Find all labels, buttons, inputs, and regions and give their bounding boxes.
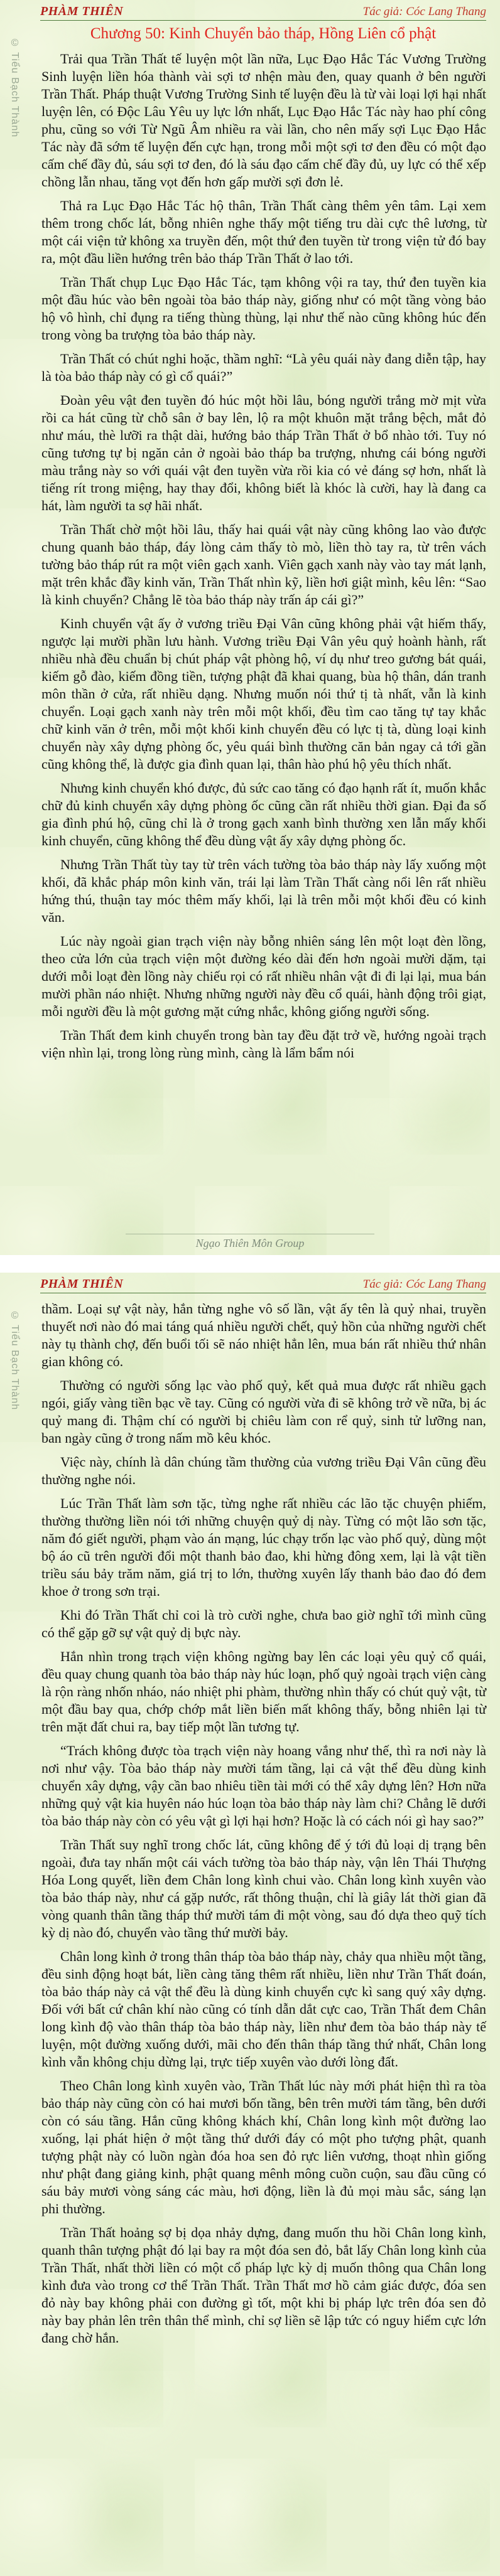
page-body-text xyxy=(41,1300,486,2353)
page-2 xyxy=(0,1273,500,2576)
copyright-watermark: © Tiểu Bạch Thành xyxy=(9,38,20,138)
page-header xyxy=(40,1275,486,1293)
paragraph: thầm. Loại sự vật này, hắn từng nghe vô số lần, vật ấy tên là quỷ nhai, truyền thuyết nơi nào đó mai táng quá nhiều người chết, quỷ hồn của những người chết này tụ thành chợ, đến buổi tối sẽ náo nhiệt hẳn lên, mua bán rất nhiều thứ nhân gian không có. xyxy=(41,1301,486,1369)
paragraph: Hắn nhìn trong trạch viện không ngừng bay lên các loại yêu quỷ cổ quái, đều quay chung quanh tòa bảo tháp này húc loạn, phố quỷ ngoài trạch viện càng là rộn ràng nhốn nháo, náo nhiệt phi phàm, thường nhìn thấy có chút quỷ vật, từ một đầu bay qua, chớp chớp mắt liền biến mất không thấy, bỗng nhiên lại từ trên mặt đất chui ra, bay tiếp một lần tương tự. xyxy=(41,1649,486,1734)
paragraph: Nhưng Trần Thất tùy tay từ trên vách tường tòa bảo tháp này lấy xuống một khối, đã khắc pháp môn kinh văn, trái lại làm Trần Thất càng nổi lên rất nhiều hứng thú, thuận tay móc thêm mấy khối, lại là trên mỗi một khối đều có kinh văn. xyxy=(41,857,486,925)
paragraph: Việc này, chính là dân chúng tầm thường của vương triều Đại Vân cũng đều thường nghe nói. xyxy=(41,1454,486,1487)
paragraph: Trần Thất có chút nghi hoặc, thầm nghĩ: “Là yêu quái này đang diễn tập, hay là tòa bảo tháp này có gì cổ quái?” xyxy=(41,351,486,384)
paragraph: Chân long kình ở trong thân tháp tòa bảo tháp này, chảy qua nhiều một tầng, đều sinh động hoạt bát, liền càng tăng thêm rất nhiều, liền như Trần Thất đoán, tòa bảo tháp này cả vật thể đều là dùng kinh chuyển cực kì sang quý xây dựng. Đối với bất cứ chân khí nào cũng có tính dẫn dắt cực cao, Trần Thất đem Chân long kình độ vào thân tháp tòa bảo tháp này, liền như đem tòa bảo tháp này tế luyện, một đường xuống dưới, mãi cho đến thân tháp tầng thứ nhất, Chân long kình vẫn không chịu dừng lại, trực tiếp xuyên vào dưới lòng đất. xyxy=(41,1948,486,2070)
page-footer: Ngạo Thiên Môn Group xyxy=(126,1234,374,1250)
paragraph: Trần Thất hoảng sợ bị dọa nhảy dựng, đang muốn thu hồi Chân long kình, quanh thân tượng phật đó lại bay ra một đóa sen đỏ, bắt lấy Chân long kình của Trần Thất, nhất thời liền có một cổ pháp lực kỳ dị muốn thông qua Chân long kình đưa vào trong cơ thể Trần Thất. Trần Thất mơ hồ cảm giác được, đóa sen đỏ này bay không phải con đường gì tốt, một khi bị pháp lực trên đóa sen đỏ này bay phản lên trên thân thể mình, chỉ sợ liền sẽ lập tức có nguy hiểm cực lớn đang chờ hắn. xyxy=(41,2225,486,2346)
paragraph: “Trách không được tòa trạch viện này hoang vắng như thế, thì ra nơi này là nơi như vậy. Tòa bảo tháp này mười tám tầng, lại cả vật thể đều dùng kinh chuyển xây dựng, vậy cần bao nhiêu tiền tài mới có thể xây dựng lên? Hơn nữa những quỷ vật kia huyên náo húc loạn tòa bảo tháp này làm chi? Chẳng lẽ dưới tòa bảo tháp này còn có yêu vật gì lợi hại hơn? Hoặc là có cách nói gì hay sao?” xyxy=(41,1743,486,1829)
paragraph: Lúc Trần Thất làm sơn tặc, từng nghe rất nhiều các lão tặc chuyện phiếm, thường thường liền nói tới những chuyện quỷ dị này. Từng có một lão sơn tặc, năm đó giết người, phạm vào án mạng, lúc chạy trốn lạc vào phố quỷ, dùng một bộ áo cũ trên người đổi một thanh bảo đao, khi hừng đông xem, lại là vật tiền triều sáu bảy trăm năm, giá trị to lớn, thường xuyên lấy thanh bảo đao đó đem khoe ở trong sơn trại. xyxy=(41,1495,486,1599)
author-label: Tác giả: Cóc Lang Thang xyxy=(362,5,486,18)
paragraph: Đoàn yêu vật đen tuyền đó húc một hồi lâu, bóng người trắng mờ mịt vừa rồi ca hát cũng từ chỗ sân ở bay lên, lộ ra một khuôn mặt trắng bệch, mắt đỏ như máu, thè lưỡi ra thật dài, hướng bảo tháp Trần Thất ở bổ nhào tới. Tuy nó cũng tương tự bị ngăn cản ở ngoài bảo tháp ba trượng, nhưng cái bóng người màu trắng này so với quái vật đen tuyền vừa rồi kia có vẻ đáng sợ hơn, nhất là tiếng rít trong miệng, hay thay đổi, không biết là khóc là cười, hay là đang ca hát, làm người ta sợ hãi nhất. xyxy=(41,392,486,513)
paragraph: Trần Thất suy nghĩ trong chốc lát, cũng không để ý tới đủ loại dị trạng bên ngoài, đưa tay nhấn một cái vách tường tòa bảo tháp này, vận lên Thái Thượng Hóa Long quyết, liền đem Chân long kình chui vào. Chân long kình xuyên vào tòa bảo tháp này, như cá gặp nước, rất thông thuận, chỉ là giây lát thời gian đã vòng quanh thân tầng tháp thứ mười tám đi một vòng, sau đó dựa theo quỹ tích kỳ dị nào đó, chuyển vào tầng thứ mười bảy. xyxy=(41,1837,486,1940)
page-1 xyxy=(0,0,500,1255)
chapter-title: Chương 50: Kinh Chuyển bảo tháp, Hồng Liên cổ phật xyxy=(90,25,437,42)
copyright-watermark: © Tiểu Bạch Thành xyxy=(9,1310,20,1411)
author-label: Tác giả: Cóc Lang Thang xyxy=(362,1278,486,1291)
paragraph: Nhưng kinh chuyển khó được, đủ sức cao tăng có đạo hạnh rất ít, muốn khắc chữ đủ kinh chuyển xây dựng phòng ốc cũng cần rất nhiều thời gian. Đại đa số gia đình phú hộ, cũng chỉ là ở trong gạch xanh bình thường xen lẫn mấy khối kinh chuyển, cũng không thể đều dùng vật ấy xây dựng phòng ốc. xyxy=(41,780,486,848)
page-body-text xyxy=(41,50,486,1068)
paragraph: Trải qua Trần Thất tế luyện một lần nữa, Lục Đạo Hắc Tác Vương Trường Sinh luyện liền hóa thành vài sợi tơ nhện màu đen, quay quanh ở bên người Trần Thất. Pháp thuật Vương Trường Sinh tế luyện đều là từ vài loại lợi hại nhất luyện lên, có Độc Lâu Yêu uy lực lớn nhất, Lục Đạo Hắc Tác này hao phí công phu, cũng so với Từ Ngũ Âm nhiều ra vài lần, cho nên mấy sợi Lục Đạo Hắc Tác này đã sớm tế luyện đến cực hạn, trong mỗi một sợi tơ đen đều có một đạo cấm chế đầy đủ, sáu sợi tơ đen, đó là sáu đạo cấm chế đầy đủ, uy lực có thể xếp chồng lẫn nhau, tăng vọt đến hơn gấp mười sợi đơn lẻ. xyxy=(41,51,486,190)
paragraph: Theo Chân long kình xuyên vào, Trần Thất lúc này mới phát hiện thì ra tòa bảo tháp này cũng còn có hai mươi bốn tầng, bên trên mười tám tầng, bên dưới còn có sáu tầng. Hắn cũng không khách khí, Chân long kình một đường lao xuống, lại phát hiện ở một tầng thứ dưới đáy có một pho tượng phật, quanh tượng phật này có luồn ngàn đóa hoa sen đỏ rực liên vương, thoạt nhìn giống như phật đang giảng kinh, phật quang mênh mông cuồn cuộn, sau đầu cũng có sáu bảy mươi vòng sáng các màu, hơi động, liền là đủ mọi màu sắc, sáng lạn phi thường. xyxy=(41,2078,486,2216)
paragraph: Thường có người sống lạc vào phố quỷ, kết quả mua được rất nhiều gạch ngói, giấy vàng tiền bạc về tay. Cũng có người vừa đi sẽ không trở về nữa, bị ác quỷ mang đi. Thậm chí có người bị chiêu làm con rể quỷ, sinh tử lưỡng nan, ban ngày cũng ở trong nấm mồ kêu khóc. xyxy=(41,1377,486,1446)
paragraph: Trần Thất chờ một hồi lâu, thấy hai quái vật này cũng không lao vào được chung quanh bảo tháp, đáy lòng cảm thấy tò mò, liền thò tay ra, từ trên vách tường bảo tháp rút ra một viên gạch xanh. Viên gạch xanh này vào tay mát lạnh, mặt trên khắc đầy kinh văn, Trần Thất nhìn kỹ, liền hơi giật mình, kêu lên: “Sao là kinh chuyển? Chẳng lẽ tòa bảo tháp này trấn áp cái gì?” xyxy=(41,521,486,607)
paragraph: Trần Thất đem kinh chuyển trong bàn tay đều đặt trở về, hướng ngoài trạch viện nhìn lại, trong lòng rùng mình, càng là lẩm bẩm nói xyxy=(41,1027,486,1061)
paragraph: Lúc này ngoài gian trạch viện này bỗng nhiên sáng lên một loạt đèn lồng, theo cửa lớn của trạch viện một đường kéo dài đến hơn ngoài mười dặm, tại dưới mỗi loạt đèn lồng này chiếu rọi có rất nhiều nhân vật đi đi lại lại, mua bán mười phần náo nhiệt. Nhưng những người này đều cổ quái, hành động trôi giạt, mỗi người đều là một gương mặt cứng nhắc, không giống người sống. xyxy=(41,933,486,1019)
page-header xyxy=(40,3,486,21)
paragraph: Kinh chuyển vật ấy ở vương triều Đại Vân cũng không phải vật hiếm thấy, ngược lại mười phần lưu hành. Vương triều Đại Vân yêu quỷ hoành hành, rất nhiều nhà đều chuẩn bị chút pháp vật phòng hộ, ví dụ như treo gương bát quái, kiếm gỗ đào, kiếm đồng tiền, tượng phật đã khai quang, bùa hộ thân, dán tranh môn thần ở cửa, rất nhiều dạng. Nhưng muốn nói thứ tị tà nhất, vẫn là kinh chuyển. Loại gạch xanh này trên mỗi một khối, đều tìm cao tăng tự tay khắc chữ kinh văn ở trên, mỗi một khối kinh chuyển đều có lực tị tà, dùng loại kinh chuyển này xây dựng phòng ốc, yêu quái bình thường căn bản ngay cả tới gần cũng không thể, là được gia đình quan lại, thân hào phú hộ yêu thích nhất. xyxy=(41,616,486,772)
paragraph: Trần Thất chụp Lục Đạo Hắc Tác, tạm không vội ra tay, thứ đen tuyền kia một đầu húc vào bên ngoài tòa bảo tháp này, giống như có một tầng vòng bảo hộ vô hình, chỉ đụng ra tiếng thùng thùng, lại như thế nào cũng không húc đến trong vòng ba trượng tòa bảo tháp này. xyxy=(41,274,486,343)
book-title: PHÀM THIÊN xyxy=(40,4,124,18)
paragraph: Thả ra Lục Đạo Hắc Tác hộ thân, Trần Thất càng thêm yên tâm. Lại xem thêm trong chốc lát, bỗng nhiên nghe thấy một tiếng tru dài cực thê lương, từ một cái viện tử không xa truyền đến, một thứ đen tuyền từ trong viện tử đó bay ra, một đầu liền hướng trên bảo tháp Trần Thất ở lao tới. xyxy=(41,198,486,266)
book-title: PHÀM THIÊN xyxy=(40,1277,124,1291)
paragraph: Khi đó Trần Thất chỉ coi là trò cười nghe, chưa bao giờ nghĩ tới mình cũng có thể gặp gỡ sự vật quỷ dị bực này. xyxy=(41,1607,486,1640)
